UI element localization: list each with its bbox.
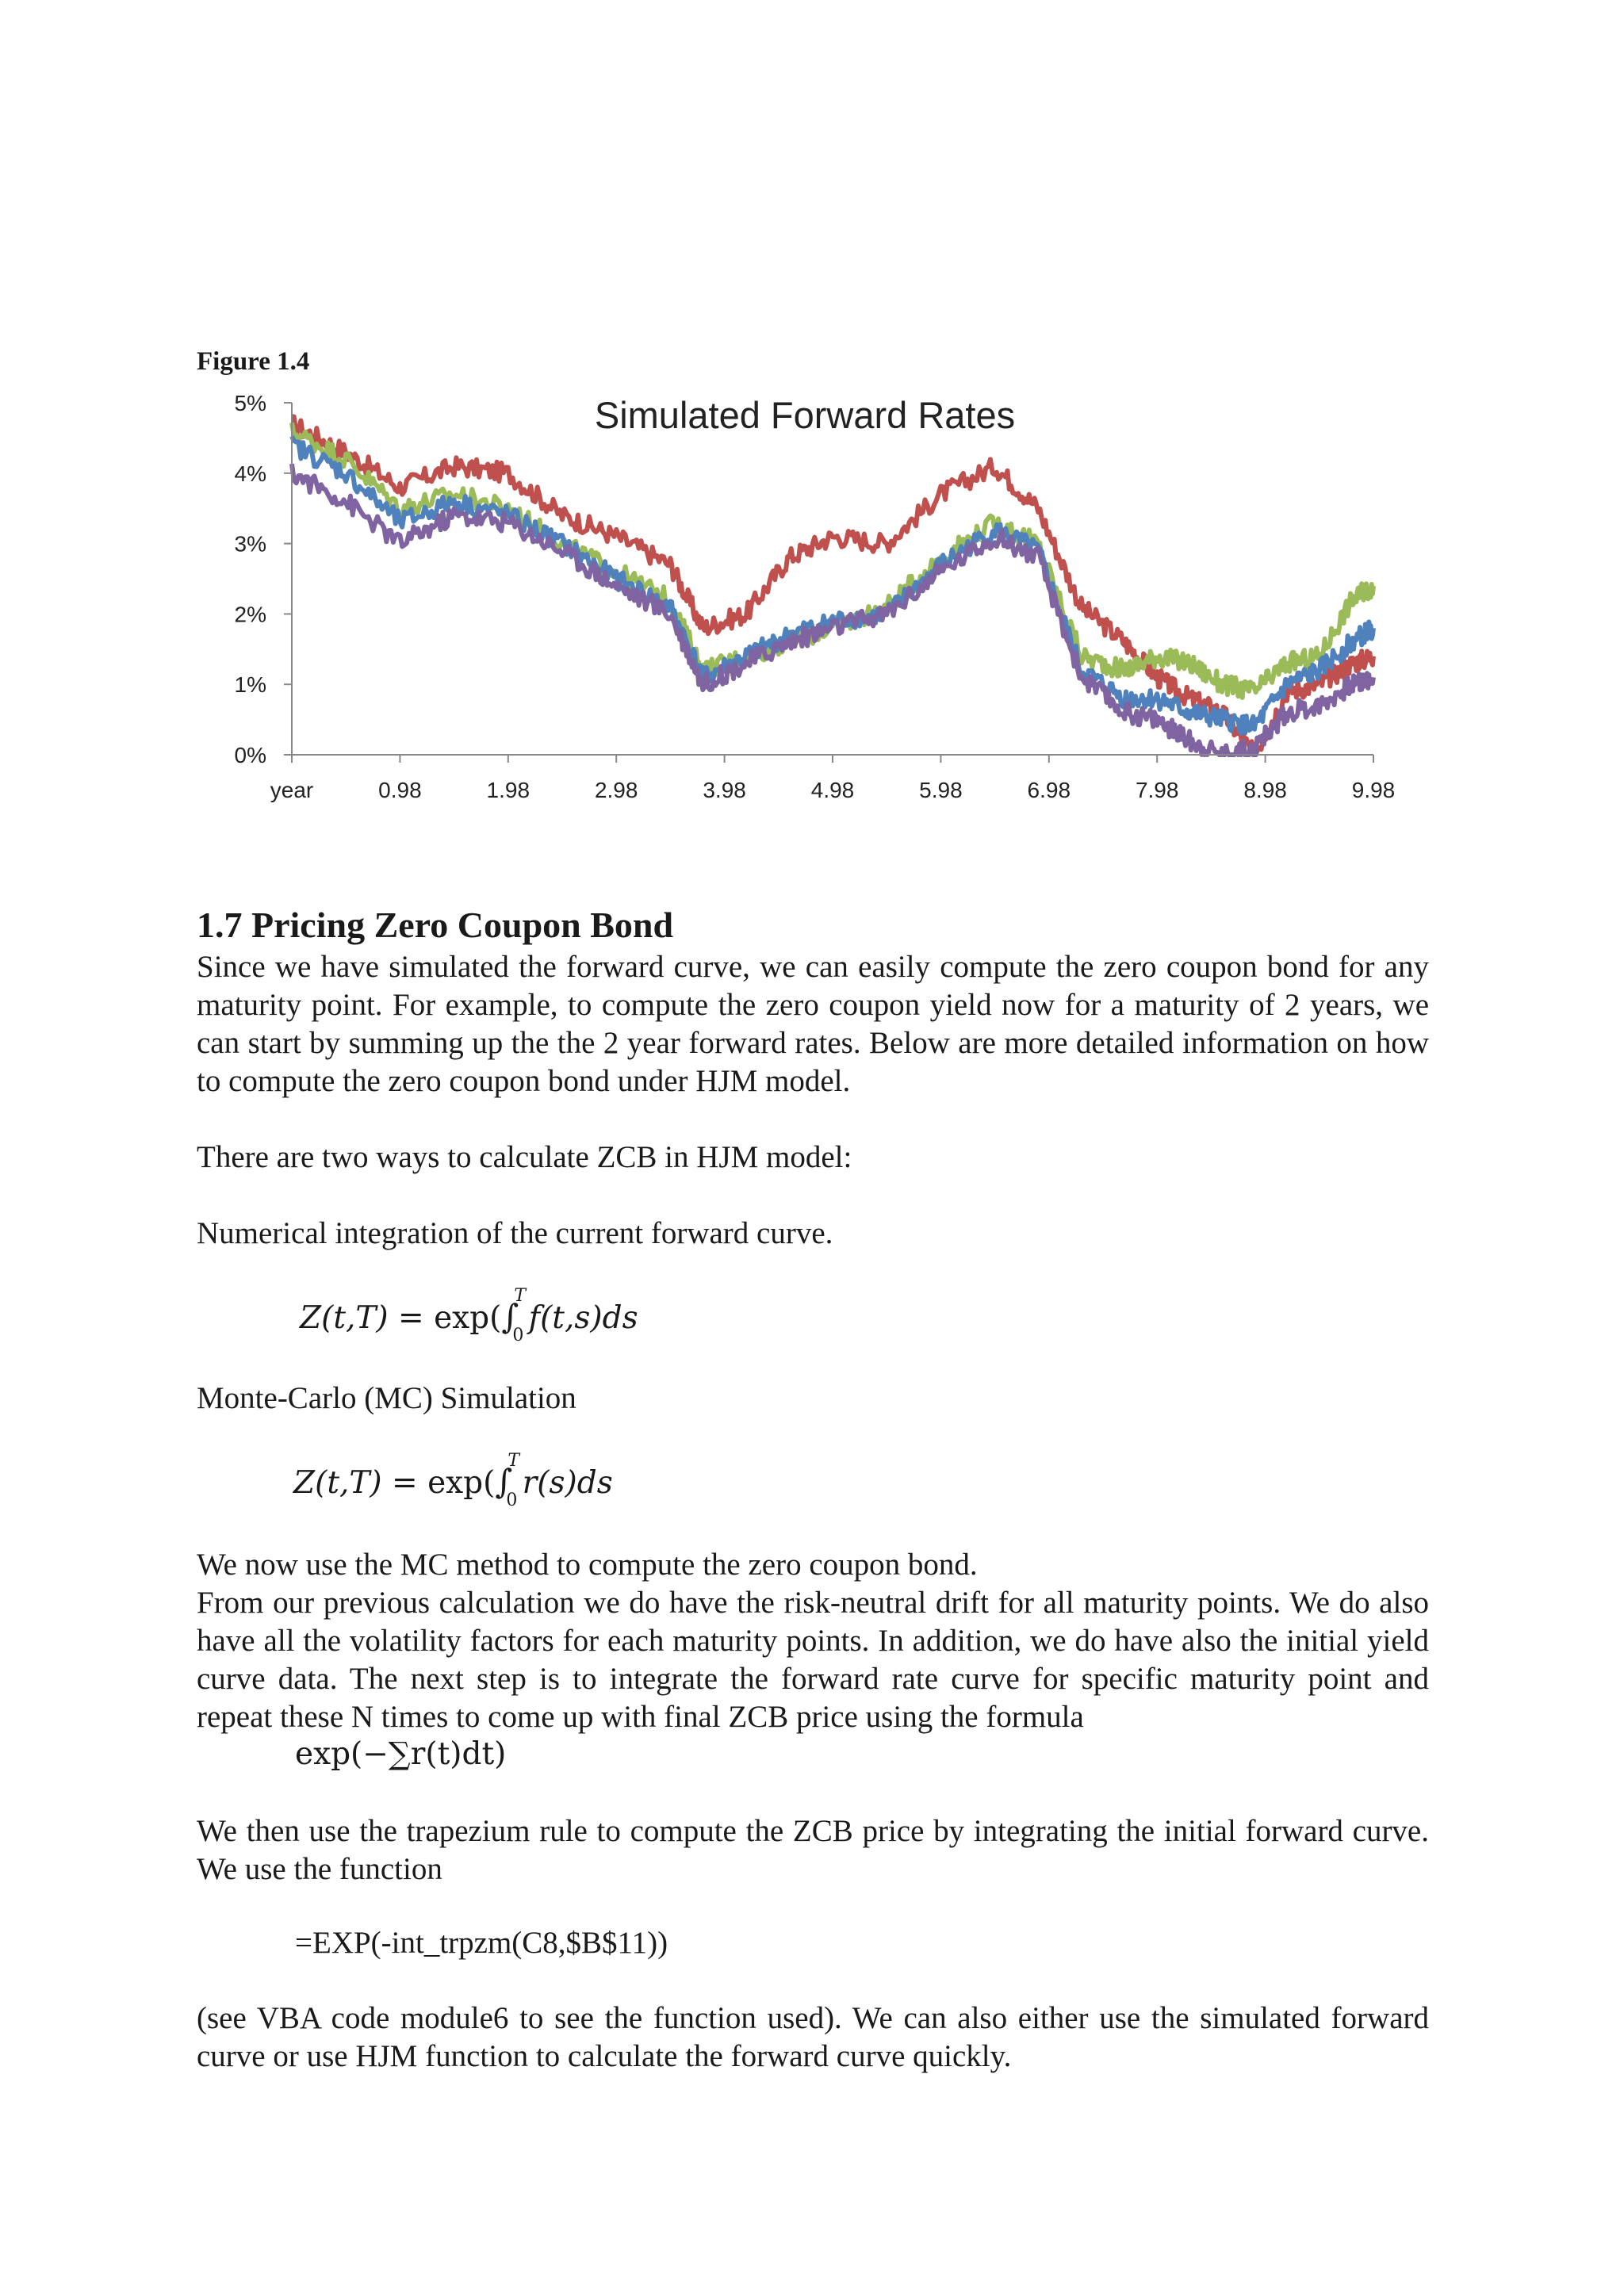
section-title: 1.7 Pricing Zero Coupon Bond <box>197 905 674 945</box>
equation-lhs: Z(t,T) <box>300 1300 389 1336</box>
x-axis-ticks <box>270 755 1395 802</box>
integral-upper-limit: T <box>508 1451 520 1471</box>
paragraph-two-ways: There are two ways to calculate ZCB in HJM model: <box>197 1140 852 1174</box>
figure-label: Figure 1.4 <box>197 347 310 376</box>
y-tick-label: 0% <box>234 743 266 767</box>
series-line-path-red <box>292 416 1373 755</box>
x-tick-label: 8.98 <box>1243 778 1287 802</box>
x-tick-label: 6.98 <box>1027 778 1071 802</box>
equation-body: f(t,s)ds <box>528 1300 638 1336</box>
y-tick-label: 2% <box>234 602 266 627</box>
series-line-path-blue <box>292 436 1373 733</box>
y-tick-label: 1% <box>234 672 266 698</box>
equation-monte-carlo <box>293 1451 613 1510</box>
integral-lower-limit: 0 <box>506 1490 518 1510</box>
equation-lhs: Z(t,T) <box>293 1465 382 1501</box>
equation-mid: = exp( <box>381 1465 496 1501</box>
x-tick-label: 5.98 <box>919 778 963 802</box>
x-tick-label: 0.98 <box>378 778 422 802</box>
x-tick-label: 7.98 <box>1135 778 1179 802</box>
paragraph-intro: Since we have simulated the forward curve, we can easily compute the zero coupon bond for any maturity point. For example, to compute the zero coupon yield now for a maturity of 2 years, we can start by summing up the the 2 year forward rates. Below are more detailed information on how to compute the zero coupon bond under HJM model. <box>197 950 1429 1098</box>
paragraph-monte-carlo: Monte-Carlo (MC) Simulation <box>197 1381 576 1415</box>
x-tick-label: 4.98 <box>810 778 855 802</box>
x-tick-label: 2.98 <box>594 778 638 802</box>
x-tick-label: 9.98 <box>1351 778 1396 802</box>
excel-formula: =EXP(-int_trpzm(C8,$B$11)) <box>295 1926 668 1960</box>
x-tick-label: 3.98 <box>703 778 746 802</box>
y-tick-label: 4% <box>234 461 266 486</box>
equation-body: r(s)ds <box>522 1465 613 1501</box>
y-tick-label: 3% <box>234 531 266 557</box>
equation-sum: exp(−∑r(t)dt) <box>295 1736 507 1772</box>
paragraph-vba: (see VBA code module6 to see the function used). We can also either use the simulated forward curve or use HJM function to calculate the forward curve quickly. <box>197 2001 1429 2073</box>
x-tick-label: year <box>270 778 314 802</box>
integral-upper-limit: T <box>514 1286 527 1306</box>
x-tick-label: 1.98 <box>486 778 530 802</box>
y-tick-label: 5% <box>234 391 266 415</box>
forward-rates-chart <box>190 373 1411 817</box>
integral-sign: ∫ T 0 <box>501 1286 527 1345</box>
integral-lower-limit: 0 <box>512 1326 524 1345</box>
y-axis-ticks <box>235 391 292 767</box>
integral-sign: ∫ T 0 <box>495 1451 520 1510</box>
chart-title: Simulated Forward Rates <box>594 394 1016 436</box>
equation-numerical <box>300 1286 638 1345</box>
equation-mid: = exp( <box>388 1300 502 1336</box>
paragraph-numerical-integration: Numerical integration of the current forward curve. <box>197 1216 833 1250</box>
paragraph-previous-calculation: From our previous calculation we do have the risk-neutral drift for all maturity points. We do also have all the volatility factors for each maturity points. In addition, we do have also the initial yield curve data. The next step is to integrate the forward rate curve for specific maturity point and repeat these N times to come up with final ZCB price using the formula <box>197 1586 1429 1734</box>
paragraph-trapezium: We then use the trapezium rule to compute the ZCB price by integrating the initial forward curve. We use the function <box>197 1814 1429 1886</box>
series-lines <box>292 416 1373 755</box>
paragraph-mc-method: We now use the MC method to compute the zero coupon bond. <box>197 1548 978 1582</box>
